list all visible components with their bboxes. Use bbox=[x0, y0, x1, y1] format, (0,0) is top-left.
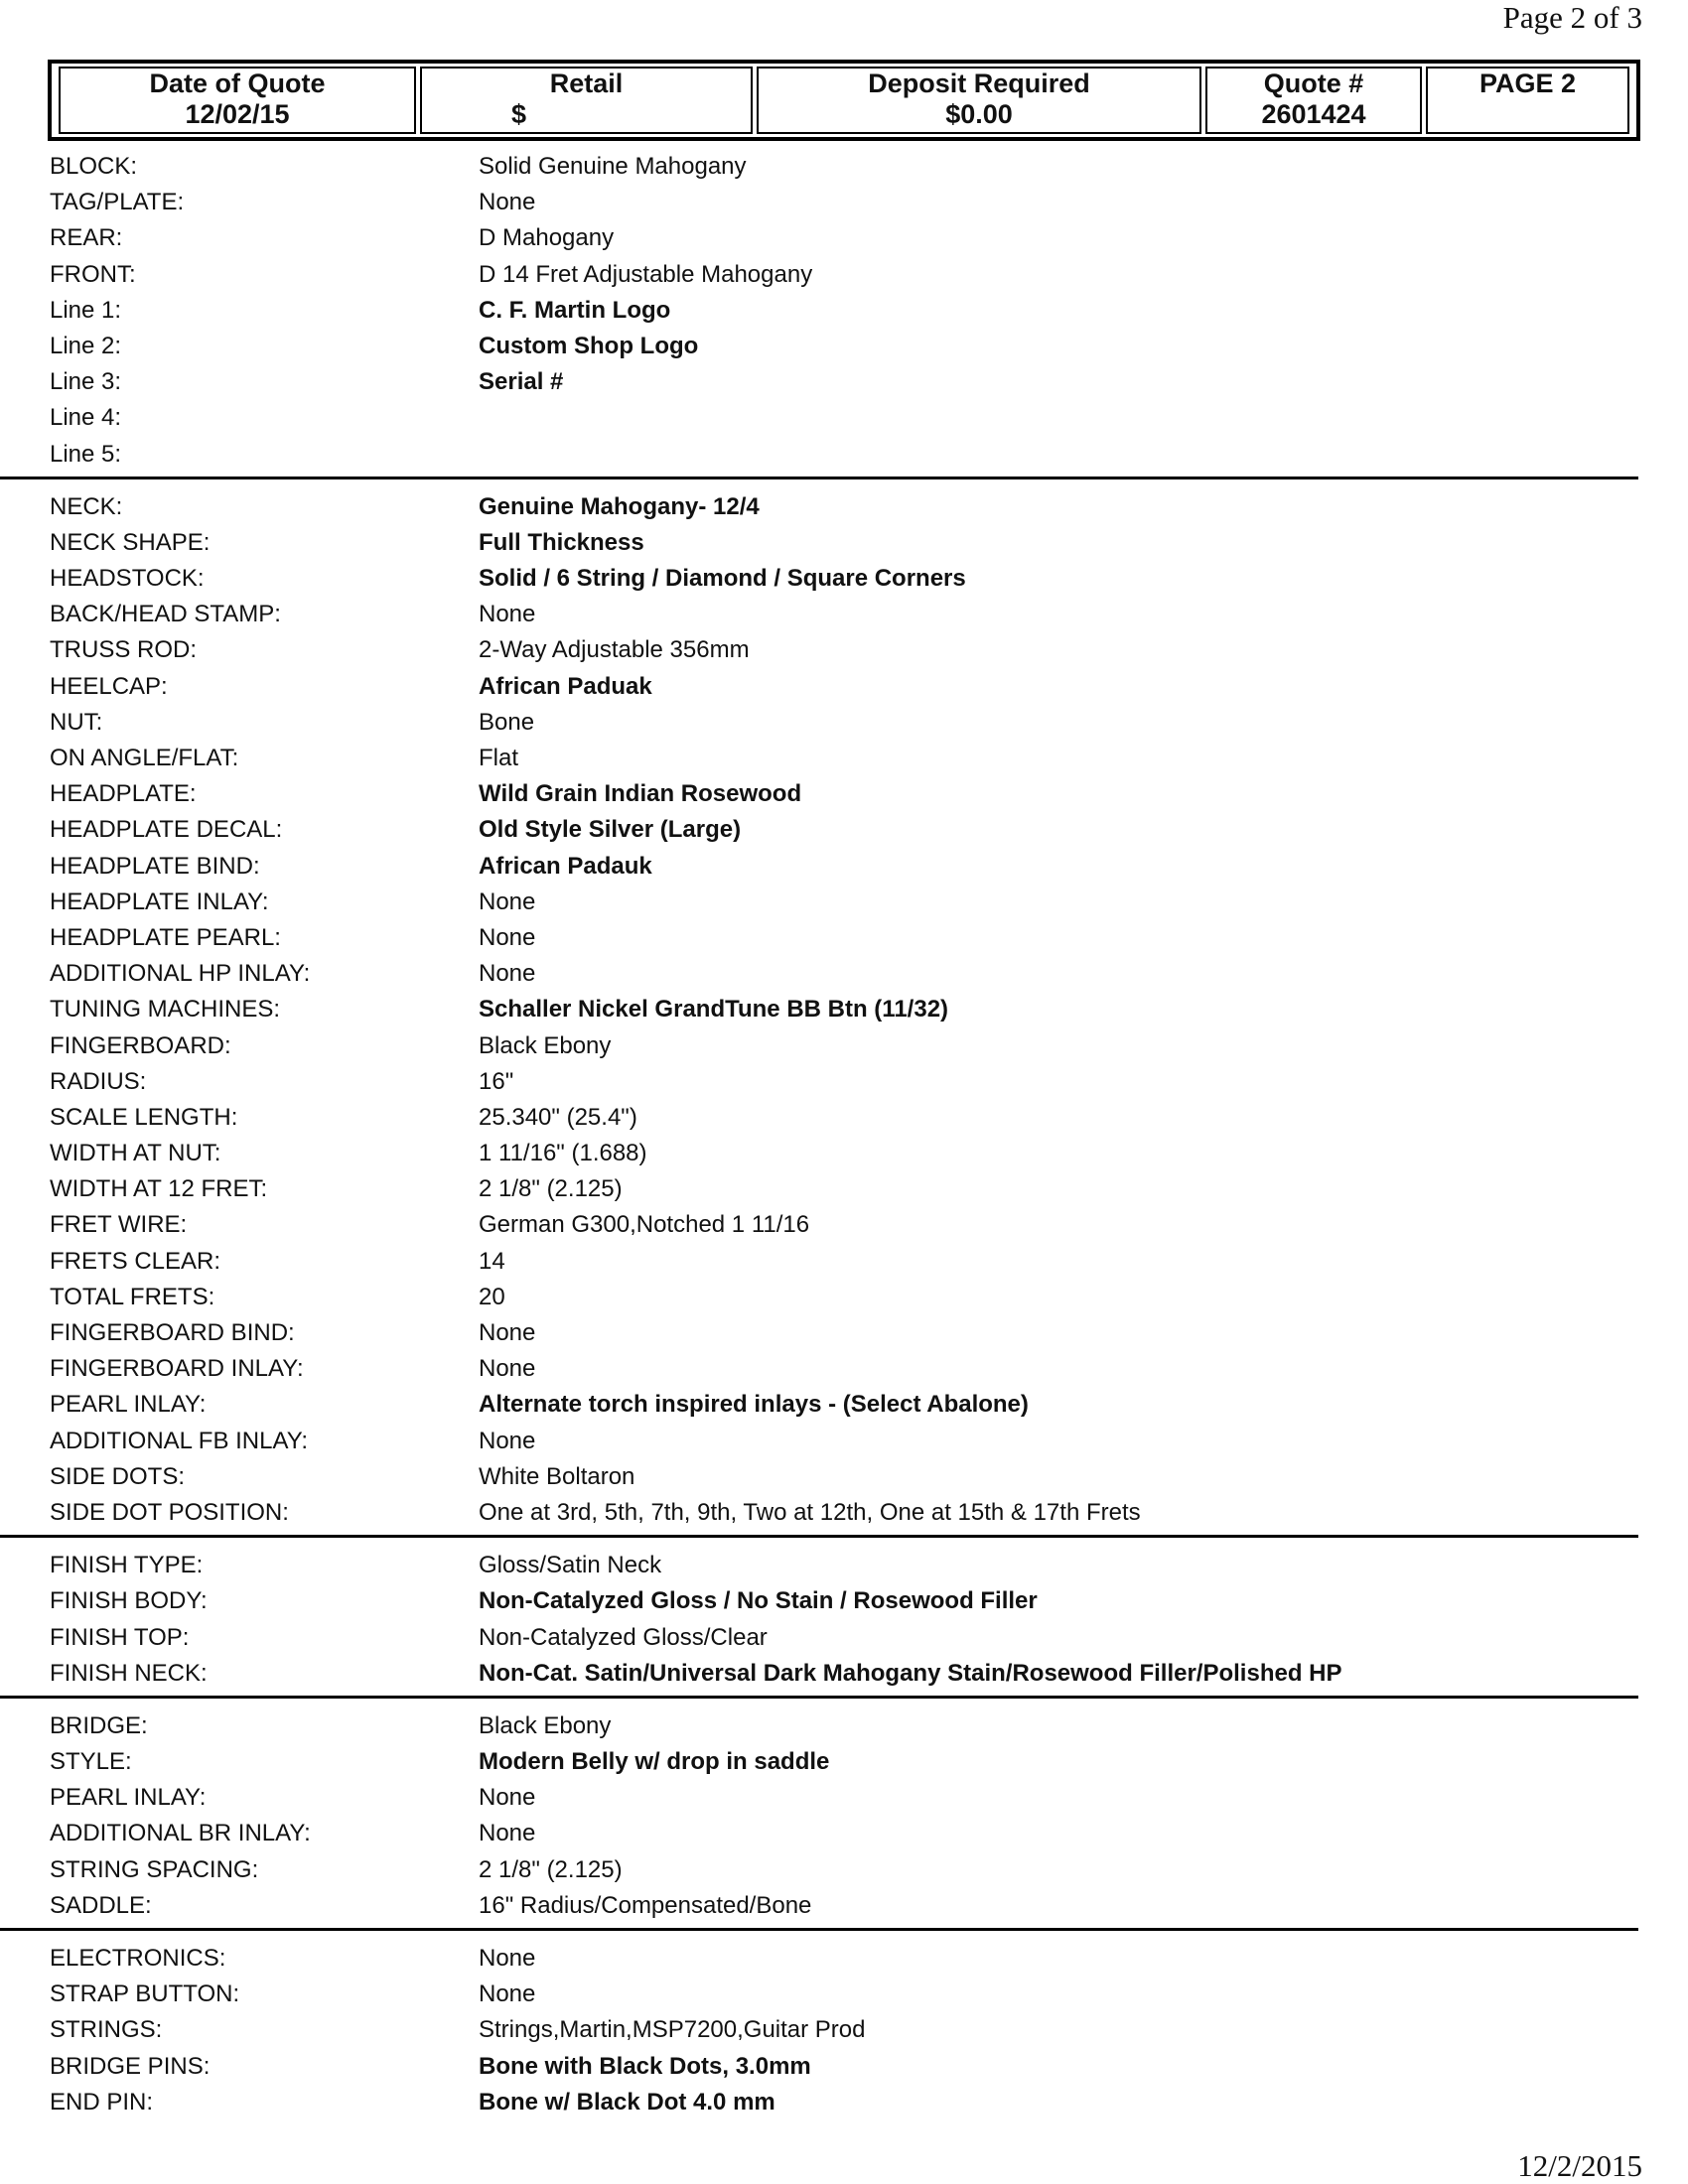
spec-label: STRAP BUTTON: bbox=[50, 1980, 240, 2008]
spec-row bbox=[0, 437, 1638, 473]
spec-label: STRING SPACING: bbox=[50, 1855, 259, 1883]
spec-value: Bone with Black Dots, 3.0mm bbox=[479, 2052, 811, 2080]
spec-label: RADIUS: bbox=[50, 1067, 147, 1095]
spec-value: 2-Way Adjustable 356mm bbox=[479, 636, 750, 664]
spec-label: FRETS CLEAR: bbox=[50, 1247, 221, 1275]
spec-row bbox=[0, 956, 1638, 992]
spec-label: FINISH TOP: bbox=[50, 1623, 190, 1651]
spec-value: Solid Genuine Mahogany bbox=[479, 153, 747, 180]
spec-row bbox=[0, 632, 1638, 668]
spec-row bbox=[0, 525, 1638, 561]
spec-row bbox=[0, 1351, 1638, 1387]
spec-value: 16" bbox=[479, 1067, 514, 1095]
footer-date: 12/2/2015 bbox=[1517, 2148, 1642, 2183]
spec-value: Bone bbox=[479, 708, 535, 736]
spec-value: Non-Catalyzed Gloss/Clear bbox=[479, 1623, 768, 1651]
spec-section bbox=[0, 1941, 1638, 2124]
spec-label: BACK/HEAD STAMP: bbox=[50, 601, 281, 628]
spec-label: HEELCAP: bbox=[50, 672, 168, 700]
spec-value: Black Ebony bbox=[479, 1711, 612, 1739]
spec-row bbox=[0, 1495, 1638, 1531]
spec-label: SIDE DOT POSITION: bbox=[50, 1498, 289, 1526]
spec-row bbox=[0, 669, 1638, 705]
spec-section bbox=[0, 149, 1638, 479]
spec-section bbox=[0, 489, 1638, 1538]
spec-value: None bbox=[479, 1784, 536, 1812]
spec-label: STYLE: bbox=[50, 1748, 132, 1776]
spec-row bbox=[0, 1888, 1638, 1924]
spec-row bbox=[0, 489, 1638, 525]
deposit-value: $0.00 bbox=[945, 99, 1013, 129]
spec-section bbox=[0, 1708, 1638, 1931]
spec-value: Bone w/ Black Dot 4.0 mm bbox=[479, 2088, 775, 2116]
spec-value: Strings,Martin,MSP7200,Guitar Prod bbox=[479, 2016, 866, 2044]
spec-label: FINISH BODY: bbox=[50, 1587, 208, 1615]
spec-value: African Padauk bbox=[479, 852, 652, 880]
spec-row bbox=[0, 1207, 1638, 1243]
spec-label: ADDITIONAL HP INLAY: bbox=[50, 960, 311, 988]
spec-label: FINISH TYPE: bbox=[50, 1552, 204, 1579]
spec-row bbox=[0, 1656, 1638, 1692]
spec-value: Non-Catalyzed Gloss / No Stain / Rosewood Filler bbox=[479, 1587, 1038, 1615]
spec-value: Schaller Nickel GrandTune BB Btn (11/32) bbox=[479, 996, 949, 1024]
spec-value: None bbox=[479, 1427, 536, 1454]
spec-row bbox=[0, 1459, 1638, 1495]
spec-label: ADDITIONAL BR INLAY: bbox=[50, 1820, 311, 1847]
spec-value: None bbox=[479, 887, 536, 915]
spec-label: HEADSTOCK: bbox=[50, 565, 205, 593]
spec-row bbox=[0, 741, 1638, 776]
spec-value: None bbox=[479, 1820, 536, 1847]
spec-row bbox=[0, 2085, 1638, 2120]
spec-row bbox=[0, 400, 1638, 436]
spec-row bbox=[0, 1315, 1638, 1351]
spec-row bbox=[0, 185, 1638, 220]
spec-row bbox=[0, 1816, 1638, 1851]
spec-label: Line 4: bbox=[50, 404, 122, 432]
spec-row bbox=[0, 1780, 1638, 1816]
spec-label: NUT: bbox=[50, 708, 103, 736]
spec-label: HEADPLATE DECAL: bbox=[50, 816, 283, 844]
spec-value: One at 3rd, 5th, 7th, 9th, Two at 12th, One at 15th & 17th Frets bbox=[479, 1498, 1141, 1526]
spec-value: White Boltaron bbox=[479, 1462, 635, 1490]
spec-label: SIDE DOTS: bbox=[50, 1462, 186, 1490]
spec-value: None bbox=[479, 1319, 536, 1346]
spec-row bbox=[0, 1744, 1638, 1780]
spec-row bbox=[0, 293, 1638, 329]
spec-label: Line 2: bbox=[50, 332, 122, 359]
spec-label: TUNING MACHINES: bbox=[50, 996, 281, 1024]
spec-row bbox=[0, 1064, 1638, 1100]
spec-value: C. F. Martin Logo bbox=[479, 296, 671, 324]
spec-label: ON ANGLE/FLAT: bbox=[50, 745, 239, 771]
spec-section bbox=[0, 1548, 1638, 1699]
spec-row bbox=[0, 1708, 1638, 1744]
deposit-label: Deposit Required bbox=[868, 68, 1090, 98]
spec-label: STRINGS: bbox=[50, 2016, 163, 2044]
spec-row bbox=[0, 776, 1638, 812]
spec-row bbox=[0, 1171, 1638, 1207]
date-of-quote-value: 12/02/15 bbox=[185, 99, 290, 129]
spec-label: SCALE LENGTH: bbox=[50, 1103, 238, 1131]
spec-row bbox=[0, 220, 1638, 256]
spec-value: Solid / 6 String / Diamond / Square Corners bbox=[479, 565, 966, 593]
spec-row bbox=[0, 1387, 1638, 1423]
spec-label: HEADPLATE PEARL: bbox=[50, 923, 281, 951]
quote-number-value: 2601424 bbox=[1261, 99, 1366, 129]
spec-value: 25.340" (25.4") bbox=[479, 1103, 637, 1131]
spec-label: FINGERBOARD: bbox=[50, 1031, 231, 1059]
spec-value: Modern Belly w/ drop in saddle bbox=[479, 1748, 830, 1776]
spec-label: BLOCK: bbox=[50, 153, 138, 180]
retail-cell bbox=[420, 67, 753, 134]
spec-label: FINGERBOARD INLAY: bbox=[50, 1355, 304, 1383]
date-of-quote-label: Date of Quote bbox=[149, 68, 326, 98]
retail-value: $ bbox=[511, 99, 527, 129]
spec-value: D Mahogany bbox=[479, 224, 615, 252]
quote-header bbox=[48, 60, 1640, 141]
spec-row bbox=[0, 1620, 1638, 1656]
spec-value: Gloss/Satin Neck bbox=[479, 1552, 662, 1579]
spec-value: Custom Shop Logo bbox=[479, 332, 699, 359]
page-tag: PAGE 2 bbox=[1478, 68, 1577, 98]
spec-row bbox=[0, 849, 1638, 885]
spec-label: HEADPLATE BIND: bbox=[50, 852, 260, 880]
spec-label: PEARL INLAY: bbox=[50, 1784, 207, 1812]
spec-label: NECK: bbox=[50, 492, 123, 520]
spec-row bbox=[0, 1028, 1638, 1064]
spec-row bbox=[0, 812, 1638, 848]
page-tag-cell bbox=[1426, 67, 1629, 134]
spec-value: German G300,Notched 1 11/16 bbox=[479, 1211, 810, 1239]
spec-value: None bbox=[479, 1945, 536, 1972]
spec-label: FINISH NECK: bbox=[50, 1659, 208, 1687]
spec-label: ADDITIONAL FB INLAY: bbox=[50, 1427, 309, 1454]
spec-value: Full Thickness bbox=[479, 528, 644, 556]
spec-label: WIDTH AT 12 FRET: bbox=[50, 1175, 268, 1203]
page-number: Page 2 of 3 bbox=[1502, 0, 1642, 35]
spec-row bbox=[0, 1977, 1638, 2012]
spec-row bbox=[0, 364, 1638, 400]
spec-row bbox=[0, 561, 1638, 597]
spec-label: Line 5: bbox=[50, 440, 122, 468]
spec-value: 16" Radius/Compensated/Bone bbox=[479, 1891, 812, 1919]
spec-value: Non-Cat. Satin/Universal Dark Mahogany Stain/Rosewood Filler/Polished HP bbox=[479, 1659, 1342, 1687]
retail-label: Retail bbox=[549, 68, 624, 98]
spec-label: TAG/PLATE: bbox=[50, 189, 185, 216]
spec-value: Alternate torch inspired inlays - (Select Abalone) bbox=[479, 1391, 1029, 1419]
quote-number-label: Quote # bbox=[1263, 68, 1364, 98]
spec-value: Black Ebony bbox=[479, 1031, 612, 1059]
spec-label: BRIDGE: bbox=[50, 1711, 148, 1739]
spec-row bbox=[0, 1941, 1638, 1977]
spec-label: TRUSS ROD: bbox=[50, 636, 198, 664]
spec-label: Line 3: bbox=[50, 368, 122, 396]
spec-row bbox=[0, 1100, 1638, 1136]
spec-label: REAR: bbox=[50, 224, 123, 252]
spec-value: 2 1/8" (2.125) bbox=[479, 1175, 623, 1203]
spec-row bbox=[0, 1583, 1638, 1619]
spec-row bbox=[0, 2012, 1638, 2048]
spec-row bbox=[0, 2049, 1638, 2085]
date-of-quote-cell bbox=[59, 67, 416, 134]
spec-label: FRONT: bbox=[50, 260, 136, 288]
spec-label: SADDLE: bbox=[50, 1891, 152, 1919]
spec-label: ELECTRONICS: bbox=[50, 1945, 226, 1972]
spec-value: Wild Grain Indian Rosewood bbox=[479, 780, 802, 808]
spec-label: Line 1: bbox=[50, 296, 122, 324]
spec-value: Serial # bbox=[479, 368, 564, 396]
spec-row bbox=[0, 705, 1638, 741]
spec-list bbox=[0, 149, 1688, 2134]
spec-value: Genuine Mahogany- 12/4 bbox=[479, 492, 760, 520]
spec-row bbox=[0, 1244, 1638, 1280]
spec-value: None bbox=[479, 923, 536, 951]
spec-row bbox=[0, 1136, 1638, 1171]
quote-header-table bbox=[55, 67, 1633, 134]
spec-value: Old Style Silver (Large) bbox=[479, 816, 742, 844]
spec-row bbox=[0, 1280, 1638, 1315]
spec-row bbox=[0, 1548, 1638, 1583]
spec-value: None bbox=[479, 1980, 536, 2008]
spec-label: WIDTH AT NUT: bbox=[50, 1140, 221, 1167]
spec-row bbox=[0, 885, 1638, 920]
spec-label: FINGERBOARD BIND: bbox=[50, 1319, 295, 1346]
spec-label: NECK SHAPE: bbox=[50, 528, 211, 556]
spec-label: TOTAL FRETS: bbox=[50, 1283, 215, 1310]
quote-number-cell bbox=[1205, 67, 1422, 134]
spec-value: African Paduak bbox=[479, 672, 652, 700]
spec-row bbox=[0, 1424, 1638, 1459]
spec-row bbox=[0, 329, 1638, 364]
spec-row bbox=[0, 992, 1638, 1027]
deposit-cell bbox=[757, 67, 1201, 134]
spec-value: None bbox=[479, 189, 536, 216]
spec-value: Flat bbox=[479, 745, 519, 771]
spec-value: 1 11/16" (1.688) bbox=[479, 1140, 647, 1167]
spec-label: HEADPLATE INLAY: bbox=[50, 887, 269, 915]
spec-row bbox=[0, 257, 1638, 293]
spec-label: BRIDGE PINS: bbox=[50, 2052, 211, 2080]
spec-row bbox=[0, 920, 1638, 956]
spec-value: 2 1/8" (2.125) bbox=[479, 1855, 623, 1883]
spec-value: None bbox=[479, 960, 536, 988]
spec-row bbox=[0, 597, 1638, 632]
spec-label: PEARL INLAY: bbox=[50, 1391, 207, 1419]
spec-row bbox=[0, 1852, 1638, 1888]
spec-row bbox=[0, 149, 1638, 185]
spec-label: END PIN: bbox=[50, 2088, 154, 2116]
spec-value: D 14 Fret Adjustable Mahogany bbox=[479, 260, 813, 288]
spec-label: FRET WIRE: bbox=[50, 1211, 188, 1239]
spec-label: HEADPLATE: bbox=[50, 780, 197, 808]
spec-value: 20 bbox=[479, 1283, 505, 1310]
spec-value: None bbox=[479, 1355, 536, 1383]
spec-value: 14 bbox=[479, 1247, 505, 1275]
spec-value: None bbox=[479, 601, 536, 628]
